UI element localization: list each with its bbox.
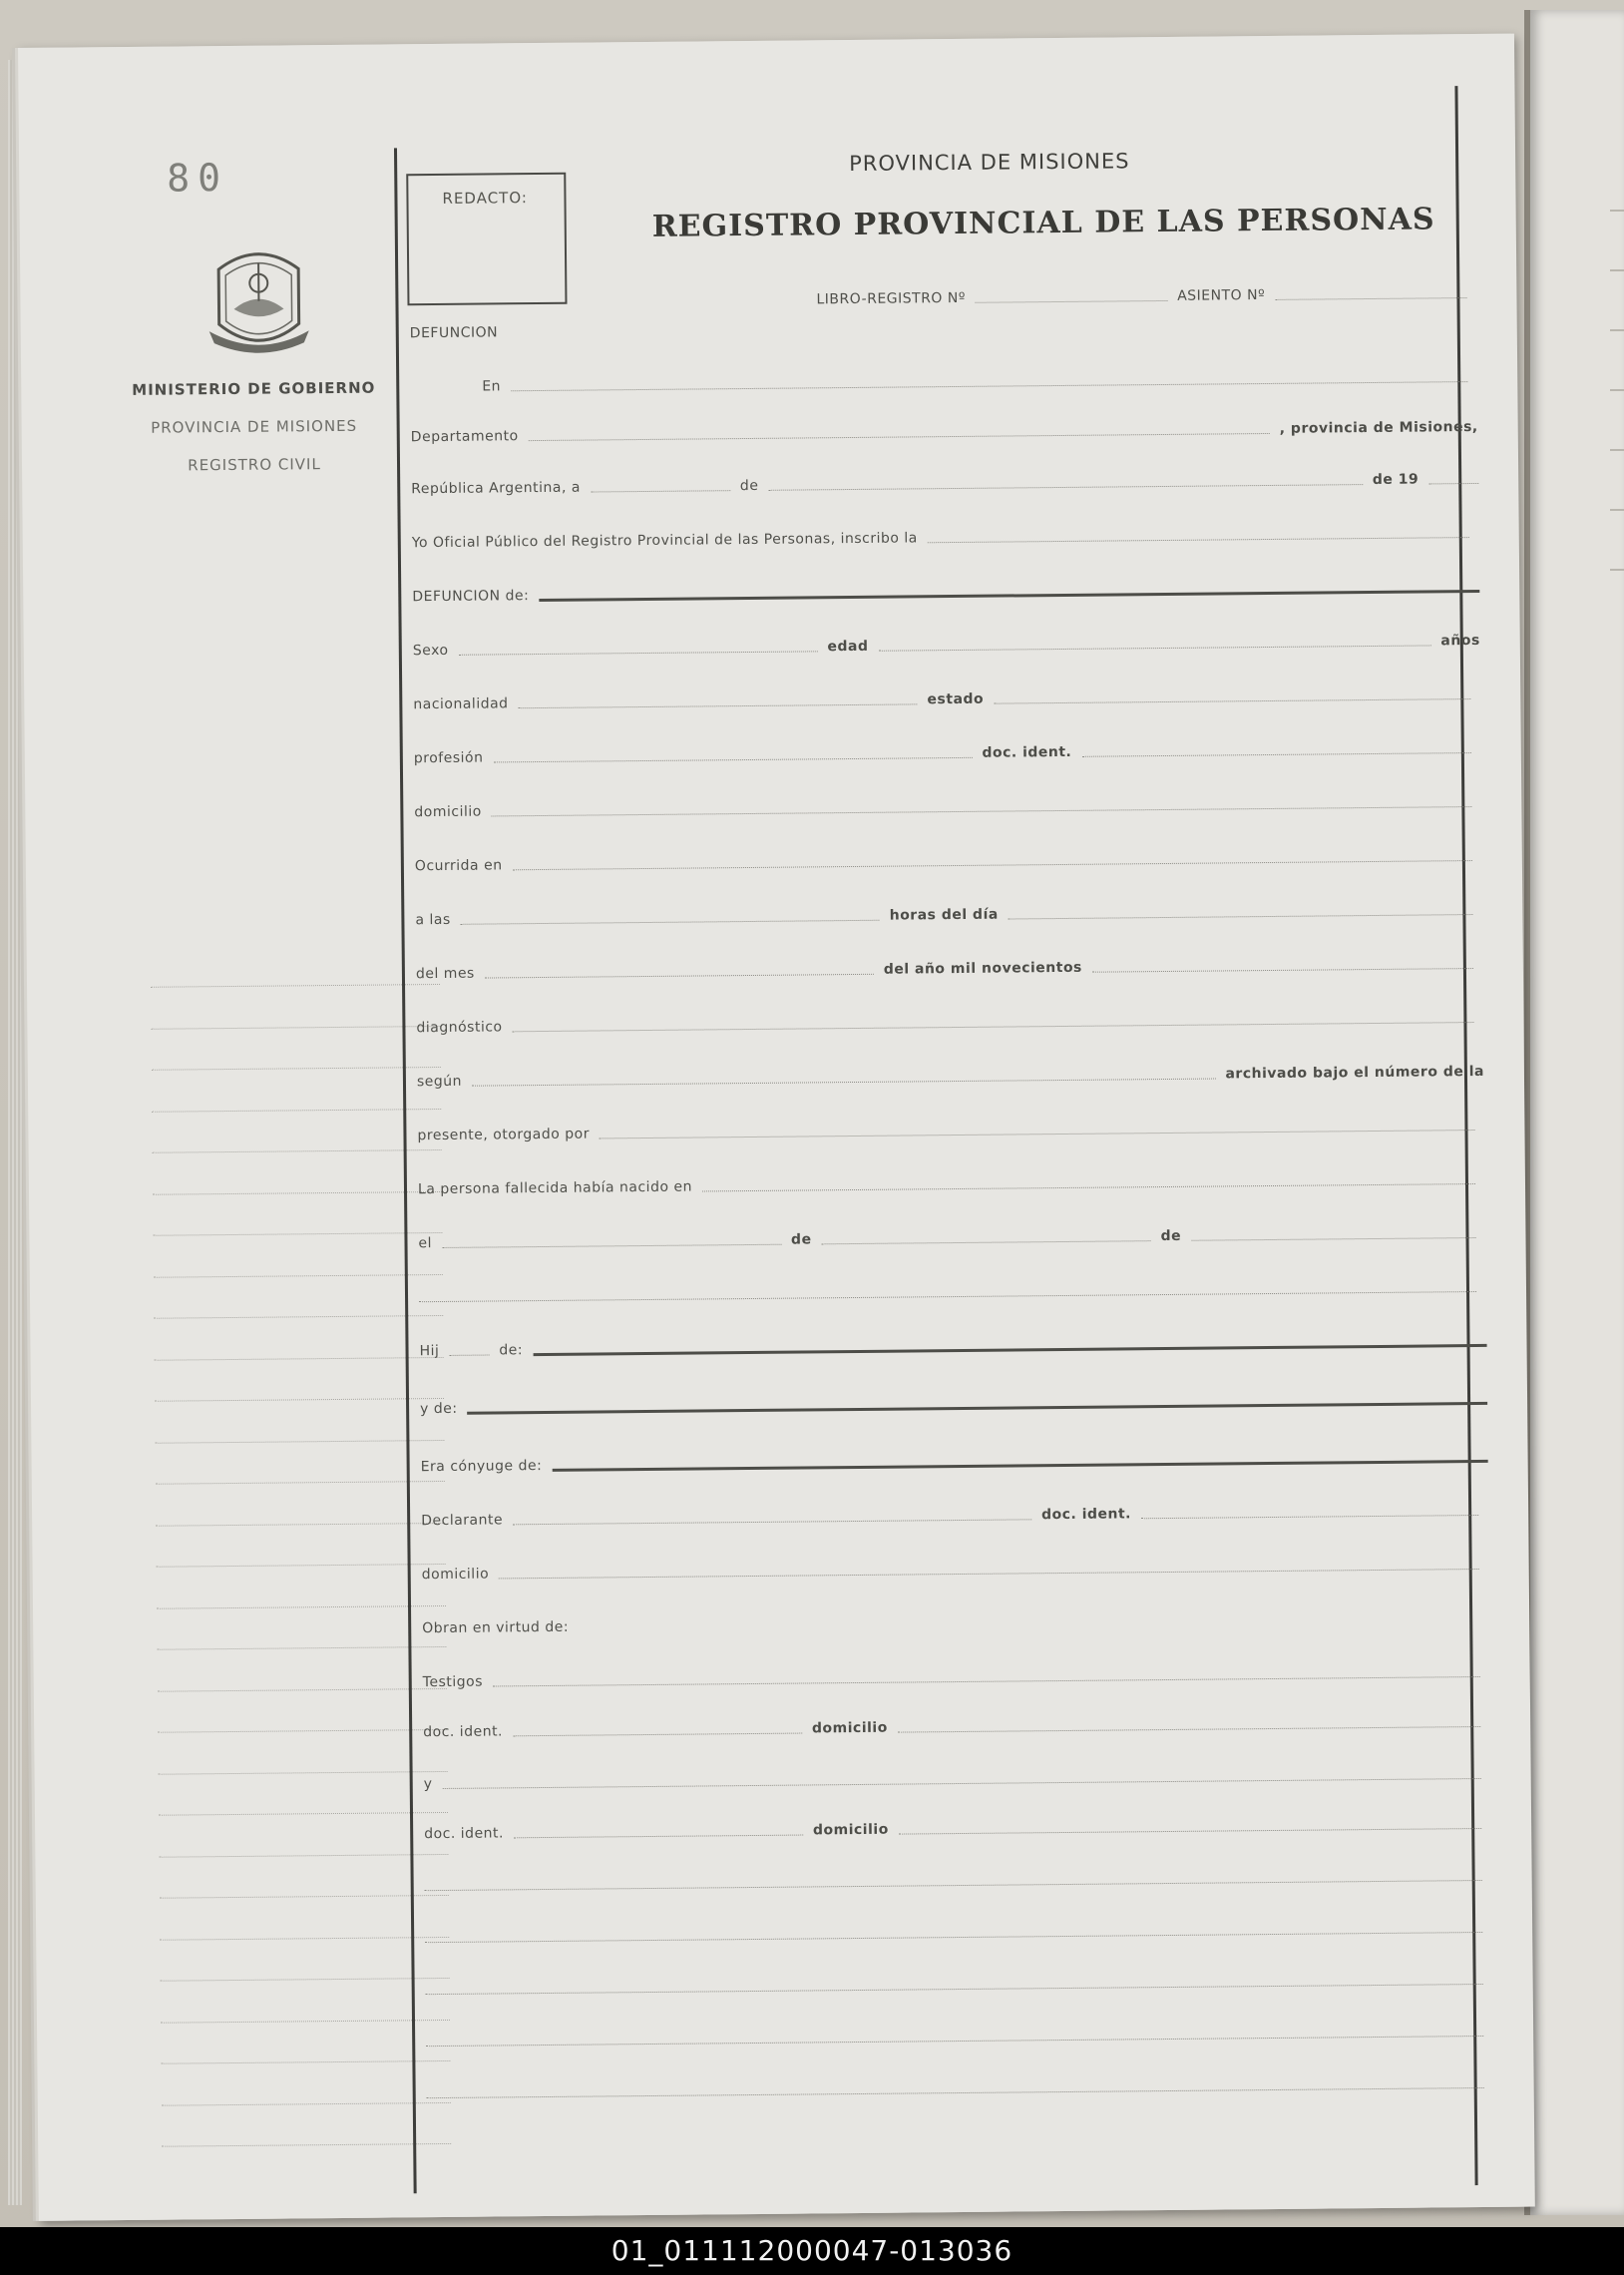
nacionalidad-label: nacionalidad <box>413 695 509 713</box>
departamento-label: Departamento <box>410 428 519 446</box>
en-label: En <box>482 378 502 395</box>
segun-label: según <box>416 1073 463 1091</box>
testigo-1-doc-label: doc. ident. <box>423 1723 504 1741</box>
del-ano-label: del año mil novecientos <box>883 959 1082 978</box>
doc-ident-label: doc. ident. <box>982 743 1072 761</box>
mes-field[interactable] <box>768 484 1362 491</box>
adjacent-page-edge <box>1524 10 1624 2215</box>
asiento-field[interactable] <box>1275 297 1466 300</box>
ano-ocurrencia-field[interactable] <box>1092 968 1473 973</box>
nacionalidad-field[interactable] <box>519 703 918 708</box>
declarante-field[interactable] <box>513 1519 1031 1525</box>
presente-label: presente, otorgado por <box>417 1126 590 1144</box>
el-label: el <box>418 1235 433 1252</box>
death-record-form <box>409 277 1493 2103</box>
image-id-caption: 01_011112000047-013036 <box>0 2227 1624 2275</box>
hijo-suffix-field[interactable] <box>449 1355 489 1356</box>
testigo-2-doc-field[interactable] <box>514 1835 803 1839</box>
de19-label: de 19 <box>1372 471 1420 488</box>
ministry-province: PROVINCIA DE MISIONES <box>151 416 358 437</box>
diagnostico-label: diagnóstico <box>416 1019 503 1037</box>
republica-label: República Argentina, a <box>411 479 581 498</box>
edad-field[interactable] <box>879 645 1431 651</box>
testigo-1-domicilio-field[interactable] <box>898 1726 1480 1733</box>
ano-field[interactable] <box>1428 483 1478 484</box>
nacido-label: La persona fallecida había nacido en <box>417 1178 693 1198</box>
de-nac-label-2: de <box>1160 1227 1182 1245</box>
hij-label: Hij <box>419 1343 440 1360</box>
conyuge-label: Era cónyuge de: <box>420 1458 543 1476</box>
sexo-label: Sexo <box>412 642 449 660</box>
de-label: de <box>739 477 759 495</box>
dia-field[interactable] <box>591 490 730 492</box>
horas-dia-label: horas del día <box>889 906 999 924</box>
stacked-page-edges <box>8 60 22 2205</box>
estado-label: estado <box>927 690 985 708</box>
ministry-registry: REGISTRO CIVIL <box>188 455 321 475</box>
mes-nacimiento-field[interactable] <box>822 1240 1151 1244</box>
oficial-text: Yo Oficial Público del Registro Provincial de las Personas, inscribo la <box>411 530 918 552</box>
hora-field[interactable] <box>461 920 880 925</box>
a-las-label: a las <box>415 911 451 929</box>
mes-ocurrencia-field[interactable] <box>485 974 874 979</box>
page-number: 80 <box>167 155 229 201</box>
provincial-seal-icon <box>203 238 314 359</box>
conyuge-row <box>420 1409 1488 1477</box>
ocurrida-label: Ocurrida en <box>414 857 503 875</box>
sexo-field[interactable] <box>459 651 818 655</box>
del-mes-label: del mes <box>415 965 475 983</box>
notes-line-5[interactable] <box>427 2087 1484 2098</box>
archivado-label: archivado bajo el número de la <box>1225 1063 1484 1083</box>
testigos-label: Testigos <box>422 1673 484 1691</box>
testigo-2-doc-label: doc. ident. <box>424 1825 505 1843</box>
testigo-1-doc-field[interactable] <box>513 1733 802 1737</box>
estado-field[interactable] <box>994 698 1470 704</box>
dia-nacimiento-field[interactable] <box>442 1244 781 1248</box>
asiento-label: ASIENTO Nº <box>1177 287 1266 304</box>
testigo-1-domicilio-label: domicilio <box>811 1719 888 1737</box>
libro-field[interactable] <box>976 300 1167 303</box>
y-de-row <box>420 1351 1488 1419</box>
redacto-label: REDACTO: <box>442 189 528 208</box>
y-de-label: y de: <box>420 1400 458 1418</box>
ano-nacimiento-field[interactable] <box>1191 1237 1475 1241</box>
testigo-2-domicilio-field[interactable] <box>899 1828 1481 1835</box>
anos-label: años <box>1440 632 1480 650</box>
province-title: PROVINCIA DE MISIONES <box>849 149 1130 177</box>
registry-title: REGISTRO PROVINCIAL DE LAS PERSONAS <box>651 202 1435 244</box>
defuncion-de-label: DEFUNCION de: <box>412 588 530 606</box>
provincia-misiones-text: , provincia de Misiones, <box>1279 418 1478 437</box>
ministry-name: MINISTERIO DE GOBIERNO <box>132 378 376 399</box>
testigo-2-domicilio-label: domicilio <box>812 1821 889 1839</box>
oficial-field[interactable] <box>928 537 1469 543</box>
edad-label: edad <box>827 638 869 656</box>
hijo-de-label: de: <box>499 1342 524 1359</box>
defuncion-heading: DEFUNCION <box>409 324 499 342</box>
declarante-label: Declarante <box>421 1512 504 1530</box>
declarante-domicilio-label: domicilio <box>421 1566 490 1584</box>
obran-label: Obran en virtud de: <box>422 1618 570 1637</box>
domicilio-label: domicilio <box>414 803 482 821</box>
form-page <box>18 34 1535 2221</box>
declarante-doc-field[interactable] <box>1141 1515 1478 1519</box>
profesion-field[interactable] <box>493 757 972 763</box>
doc-ident-field[interactable] <box>1081 752 1470 757</box>
y-label: y <box>423 1776 433 1793</box>
dia-ocurrencia-field[interactable] <box>1009 914 1473 919</box>
declarante-doc-label: doc. ident. <box>1040 1506 1132 1524</box>
libro-label: LIBRO-REGISTRO Nº <box>816 289 967 308</box>
notes-row-5 <box>426 2042 1493 2103</box>
profesion-label: profesión <box>413 749 484 767</box>
ministry-block <box>129 369 379 485</box>
de-nac-label-1: de <box>790 1231 812 1248</box>
